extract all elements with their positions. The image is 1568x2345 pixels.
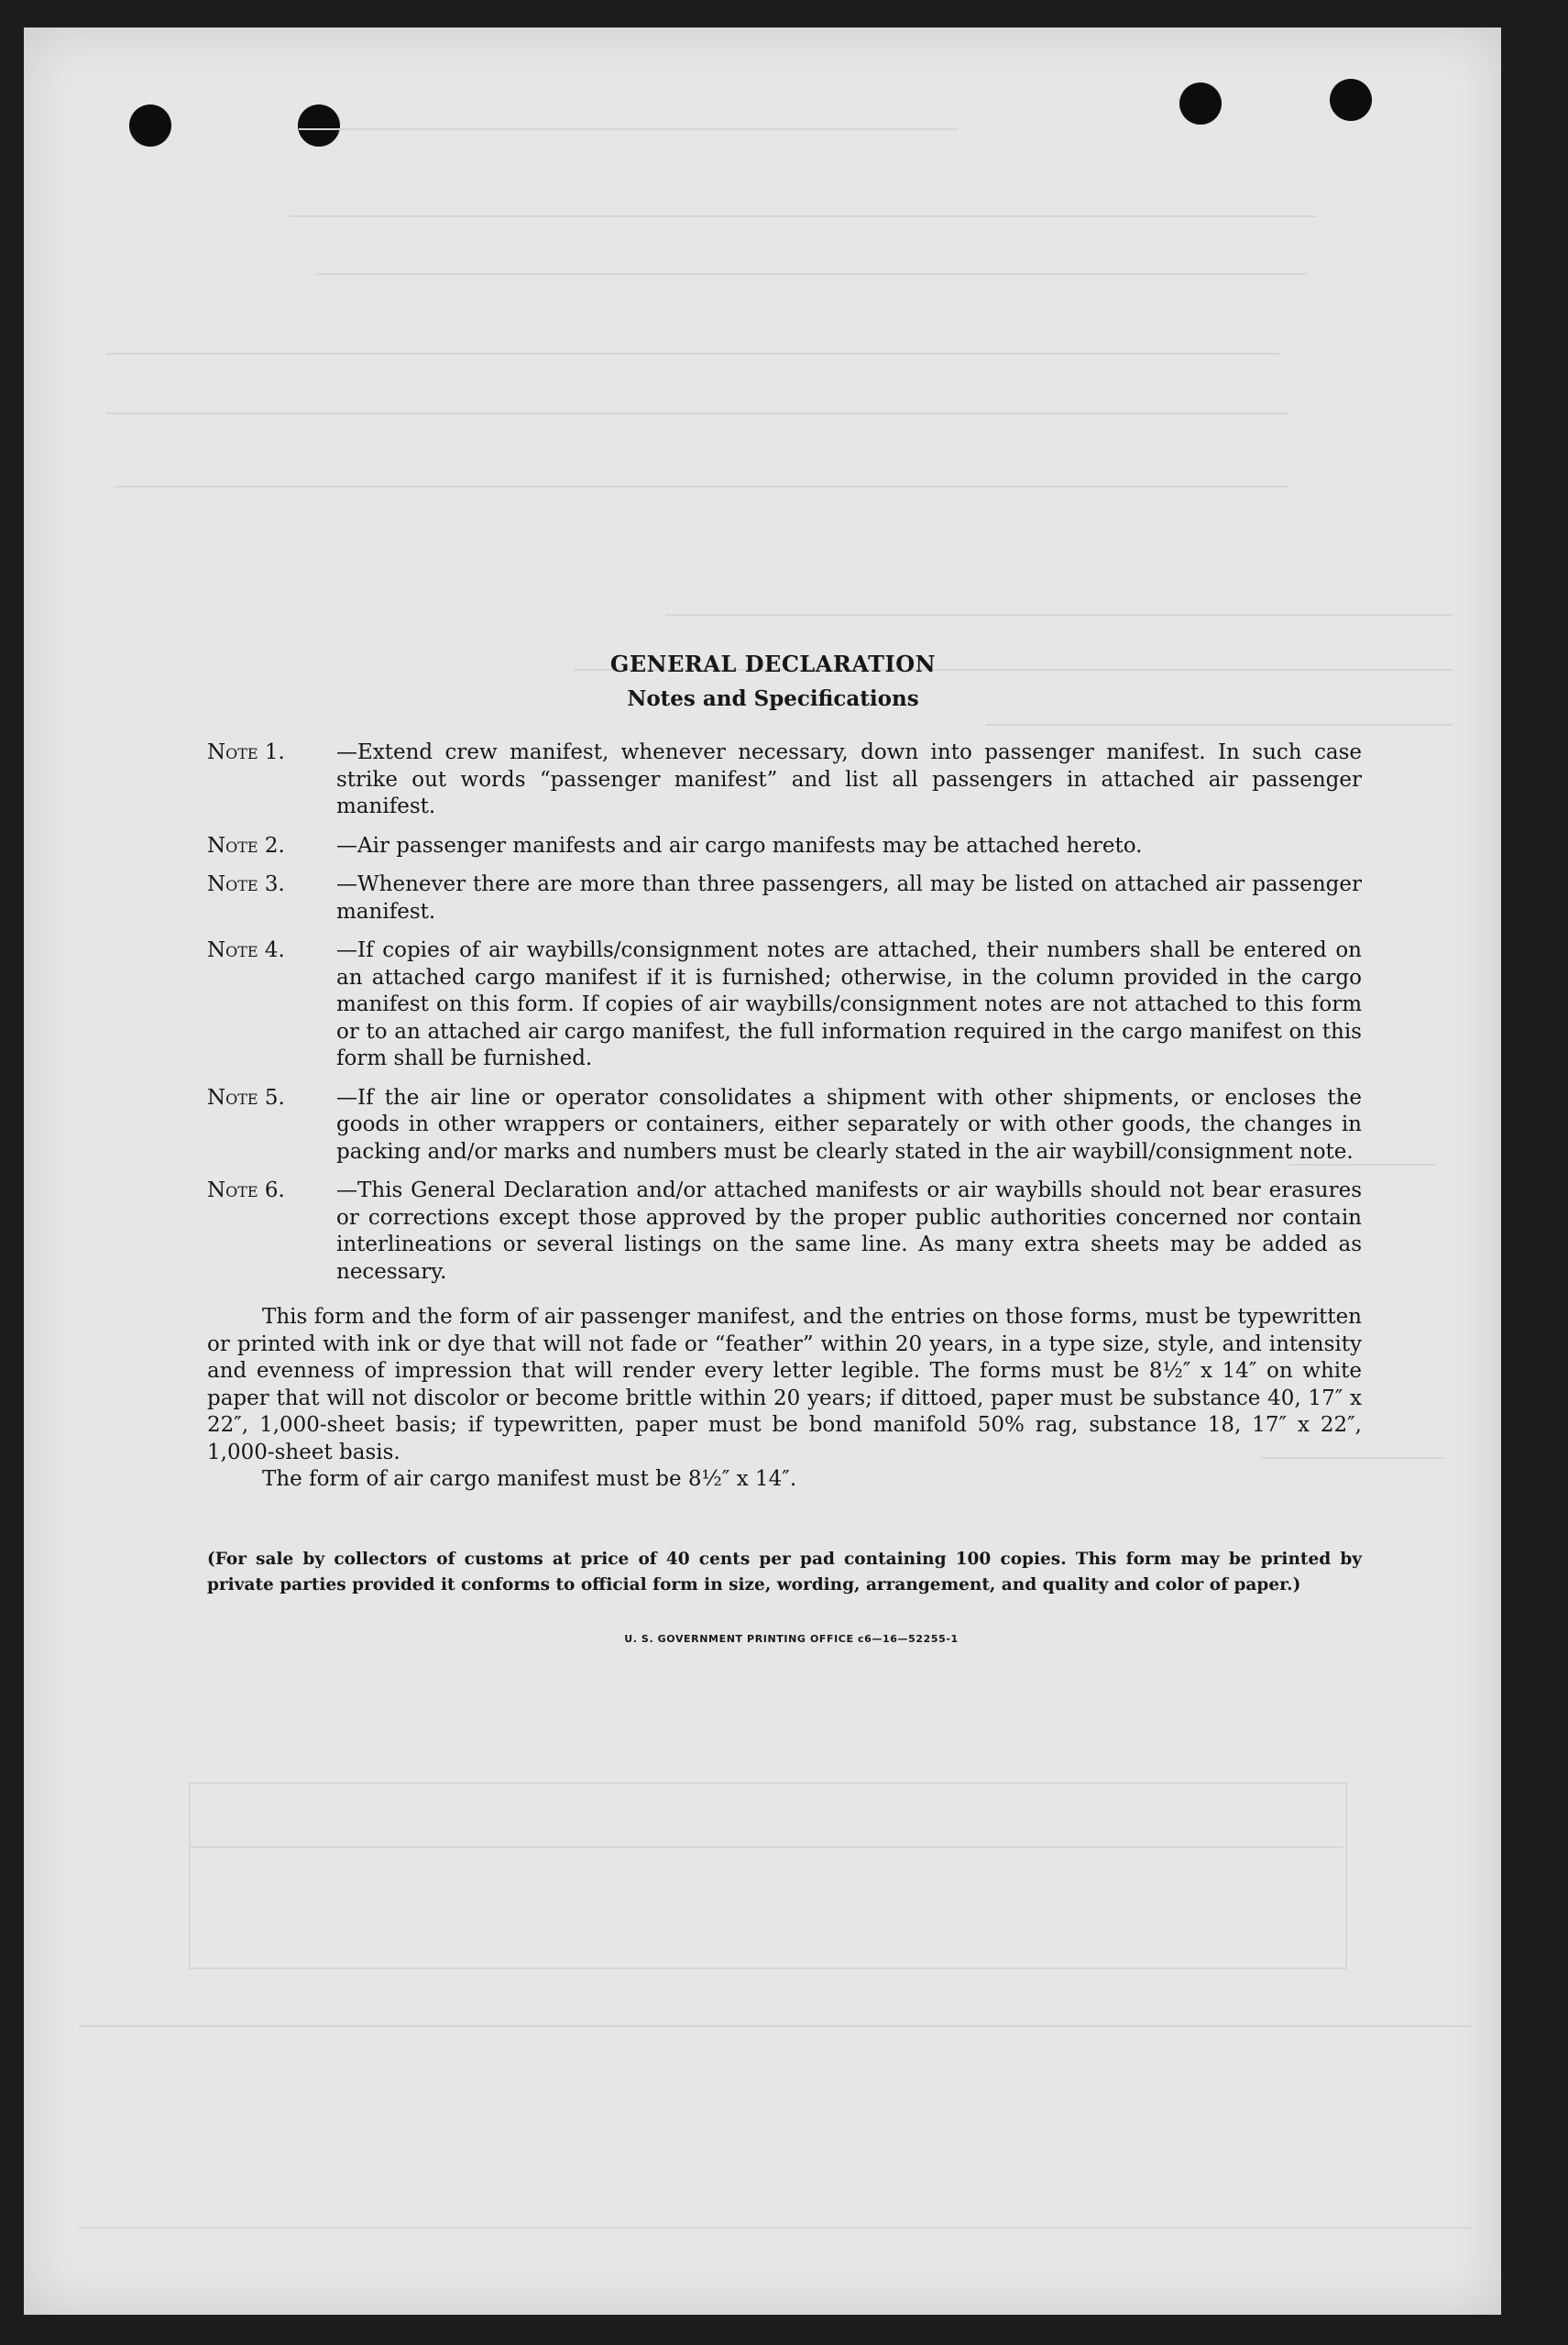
note-text: —Whenever there are more than three passengers, all may be listed on attached air passenger manifest. — [336, 872, 1362, 924]
note-4 — [184, 937, 1362, 1073]
punch-hole — [1330, 79, 1372, 121]
punch-hole — [129, 104, 171, 147]
note-label: Note 6. — [207, 1178, 285, 1202]
cargo-manifest-size-line: The form of air cargo manifest must be 8½″ x 14″. — [262, 1467, 797, 1491]
note-label: Note 4. — [207, 938, 285, 962]
note-1 — [184, 740, 1362, 821]
note-label: Note 2. — [207, 833, 285, 858]
note-label: Note 5. — [207, 1085, 285, 1110]
note-2 — [184, 833, 1362, 860]
document-page — [24, 27, 1501, 2315]
note-text: —Extend crew manifest, whenever necessary, down into passenger manifest. In such case strike out words “passenger manifest” and list all passengers in attached air passenger manifest. — [336, 740, 1362, 818]
form-requirements-paragraph: This form and the form of air passenger manifest, and the entries on those forms, must be typewritten or printed with ink or dye that will not fade or “feather” within 20 years, in a type size, style, and intensity and evenness of impression that will render every letter legible. The forms must be 8½″ x 14″ on white paper that will not discolor or become brittle within 20 years; if dittoed, paper must be substance 40, 17″ x 22″, 1,000-sheet basis; if typewritten, paper must be bond manifold 50% rag, substance 18, 17″ x 22″, 1,000-sheet basis. — [207, 1305, 1362, 1464]
note-3 — [184, 871, 1362, 926]
note-label: Note 1. — [207, 740, 285, 764]
notes-and-specifications — [184, 651, 1362, 1652]
note-text: —This General Declaration and/or attached manifests or air waybills should not bear erasures or corrections except those approved by the proper public authorities concerned nor contain interlineations or several listings on the same line. As many extra sheets may be added as necessary. — [336, 1178, 1362, 1284]
note-text: —Air passenger manifests and air cargo manifests may be attached hereto. — [336, 833, 1143, 858]
note-6 — [184, 1178, 1362, 1286]
note-text: —If copies of air waybills/consignment notes are attached, their numbers shall be entered on an attached cargo manifest if it is furnished; otherwise, in the column provided in the cargo manifest on this form. If copies of air waybills/consignment notes are not attached to this form or to an attached air cargo manifest, the full information required in the cargo manifest on this form shall be furnished. — [336, 938, 1362, 1070]
punch-hole — [1179, 82, 1222, 125]
document-subtitle: Notes and Specifications — [627, 685, 919, 711]
punch-hole — [298, 104, 340, 147]
sale-notice: (For sale by collectors of customs at price of 40 cents per pad containing 100 copies. This form may be printed by private parties provided it conforms to official form in size, wording, arrangement, and quality and color of paper.) — [207, 1549, 1362, 1594]
note-text: —If the air line or operator consolidates a shipment with other shipments, or encloses the goods in other wrappers or containers, either separately or with other goods, the changes in packing and/or marks and numbers must be clearly stated in the air waybill/consignment note. — [336, 1085, 1362, 1164]
note-label: Note 3. — [207, 872, 285, 896]
document-title: GENERAL DECLARATION — [609, 651, 937, 677]
printer-line: U. S. GOVERNMENT PRINTING OFFICE c6—16—52255-1 — [624, 1632, 959, 1645]
note-5 — [184, 1085, 1362, 1167]
